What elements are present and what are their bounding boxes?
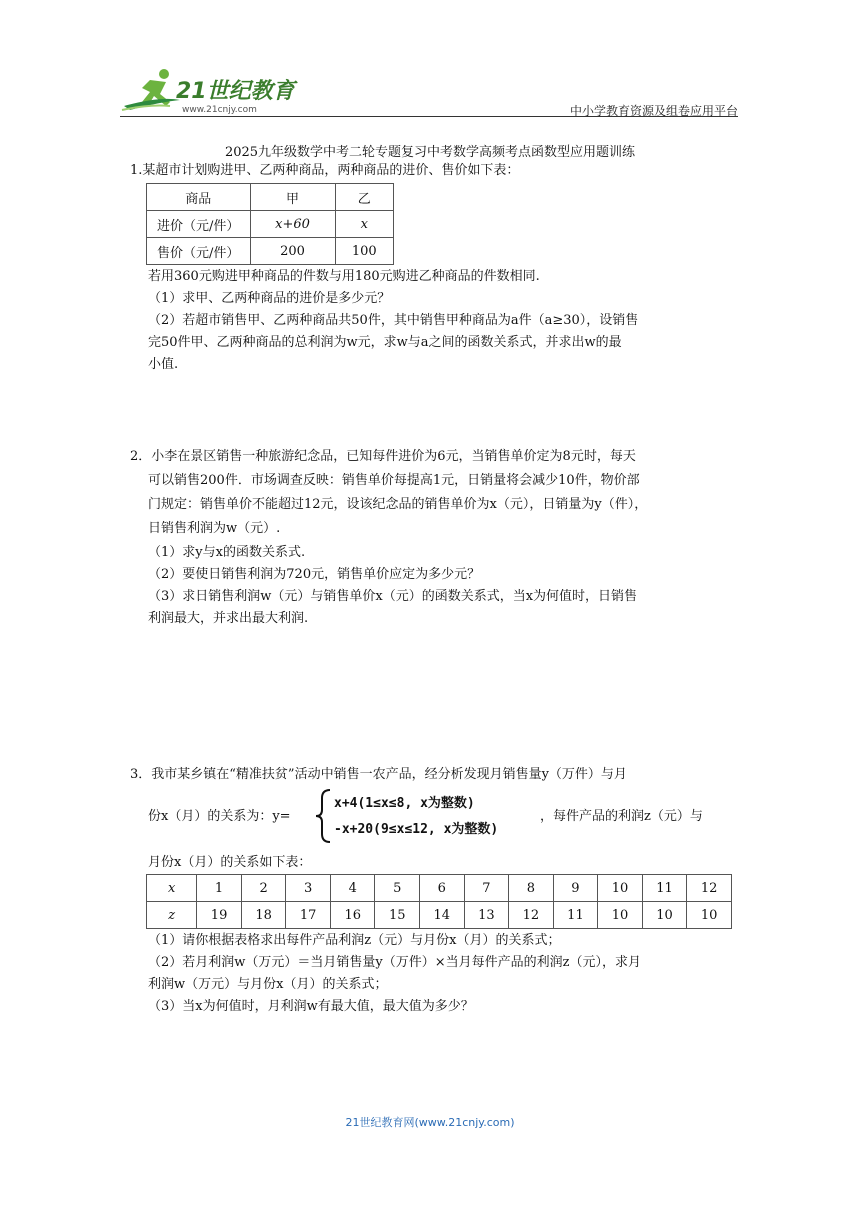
q3-part2-line2: 利润w（万元）与月份x（月）的关系式； — [148, 977, 388, 992]
left-brace-icon — [314, 788, 334, 844]
q1-part1: （1）求甲、乙两种商品的进价是多少元？ — [148, 291, 391, 306]
table-cell: 100 — [335, 238, 393, 265]
table-header-cell: 甲 — [250, 184, 335, 211]
table-cell: 11 — [553, 902, 598, 929]
q3-line3: 月份x（月）的关系如下表： — [148, 855, 312, 870]
runner-logo-icon — [120, 66, 300, 116]
q3-formula-suffix: ，每件产品的利润z（元）与 — [540, 809, 703, 824]
table-cell: 4 — [330, 875, 375, 902]
document-title: 2025九年级数学中考二轮专题复习中考数学高频考点函数型应用题训练 — [224, 145, 636, 160]
table-cell: 9 — [553, 875, 598, 902]
header-tagline: 中小学教育资源及组卷应用平台 — [569, 104, 738, 118]
table-cell: x — [335, 211, 393, 238]
table-cell: 3 — [286, 875, 331, 902]
q3-piecewise-formula — [302, 788, 542, 844]
table-cell: 17 — [286, 902, 331, 929]
table-header-cell: 商品 — [147, 184, 251, 211]
q3-part2-line1: （2）若月利润w（万元）＝当月销售量y（万件）×当月每件产品的利润z（元），求月 — [148, 955, 641, 970]
q2-line2: 可以销售200件．市场调查反映：销售单价每提高1元，日销量将会减少10件，物价部 — [148, 473, 640, 488]
q3-line1: 3．我市某乡镇在“精准扶贫”活动中销售一农产品，经分析发现月销售量y（万件）与月 — [130, 767, 627, 782]
table-row — [147, 875, 732, 902]
q3-profit-table — [146, 874, 732, 929]
table-cell: 14 — [420, 902, 465, 929]
q1-intro: 1.某超市计划购进甲、乙两种商品，两种商品的进价、售价如下表： — [130, 163, 520, 178]
page-footer-link[interactable]: 21世纪教育网(www.21cnjy.com) — [345, 1116, 515, 1129]
formula-case-2: -x+20(9≤x≤12, x为整数) — [334, 822, 499, 837]
formula-case-1: x+4(1≤x≤8, x为整数) — [334, 796, 475, 811]
q3-part1: （1）请你根据表格求出每件产品利润z（元）与月份x（月）的关系式； — [148, 933, 561, 948]
table-row — [147, 902, 732, 929]
q2-line3: 门规定：销售单价不能超过12元，设该纪念品的销售单价为x（元），日销量为y（件）， — [148, 497, 648, 512]
table-cell: 1 — [197, 875, 242, 902]
q2-line1: 2．小李在景区销售一种旅游纪念品，已知每件进价为6元，当销售单价定为8元时，每天 — [130, 449, 636, 464]
q2-part3-line1: （3）求日销售利润w（元）与销售单价x（元）的函数关系式，当x为何值时，日销售 — [148, 589, 638, 604]
table-cell: 2 — [241, 875, 286, 902]
header-divider — [120, 116, 738, 117]
table-cell: 6 — [420, 875, 465, 902]
table-cell: 11 — [642, 875, 687, 902]
table-cell: 16 — [330, 902, 375, 929]
table-row — [147, 184, 394, 211]
table-cell: x+60 — [250, 211, 335, 238]
logo-text: 21世纪教育 — [176, 79, 295, 104]
table-cell: 15 — [375, 902, 420, 929]
table-cell: 10 — [598, 875, 643, 902]
q1-condition: 若用360元购进甲种商品的件数与用180元购进乙种商品的件数相同. — [148, 269, 540, 284]
table-cell: 12 — [509, 902, 554, 929]
table-row — [147, 238, 394, 265]
q2-part1: （1）求y与x的函数关系式. — [148, 545, 306, 560]
table-cell: 7 — [464, 875, 509, 902]
table-cell: 售价（元/件） — [147, 238, 251, 265]
logo-url: www.21cnjy.com — [182, 105, 257, 115]
q3-formula-prefix: 份x（月）的关系为：y= — [148, 809, 291, 824]
q1-part2-line1: （2）若超市销售甲、乙两种商品共50件，其中销售甲种商品为a件（a≥30），设销售 — [148, 313, 639, 328]
table-cell: 5 — [375, 875, 420, 902]
table-row-header: x — [147, 875, 197, 902]
q1-part2-line3: 小值. — [148, 357, 179, 372]
table-cell: 12 — [687, 875, 732, 902]
table-cell: 8 — [509, 875, 554, 902]
table-cell: 10 — [687, 902, 732, 929]
q1-price-table — [146, 183, 394, 265]
q1-part2-line2: 完50件甲、乙两种商品的总利润为w元，求w与a之间的函数关系式，并求出w的最 — [148, 335, 622, 350]
q2-line4: 日销售利润为w（元）. — [148, 521, 281, 536]
table-row-header: z — [147, 902, 197, 929]
q2-part2: （2）要使日销售利润为720元，销售单价应定为多少元？ — [148, 567, 481, 582]
table-cell: 进价（元/件） — [147, 211, 251, 238]
table-cell: 13 — [464, 902, 509, 929]
table-cell: 18 — [241, 902, 286, 929]
q3-part3: （3）当x为何值时，月利润w有最大值，最大值为多少？ — [148, 999, 474, 1014]
table-cell: 19 — [197, 902, 242, 929]
table-header-cell: 乙 — [335, 184, 393, 211]
table-cell: 10 — [598, 902, 643, 929]
table-cell: 200 — [250, 238, 335, 265]
table-row — [147, 211, 394, 238]
table-cell: 10 — [642, 902, 687, 929]
site-logo[interactable] — [120, 66, 300, 116]
page-header — [120, 64, 740, 122]
q2-part3-line2: 利润最大，并求出最大利润. — [148, 611, 309, 626]
